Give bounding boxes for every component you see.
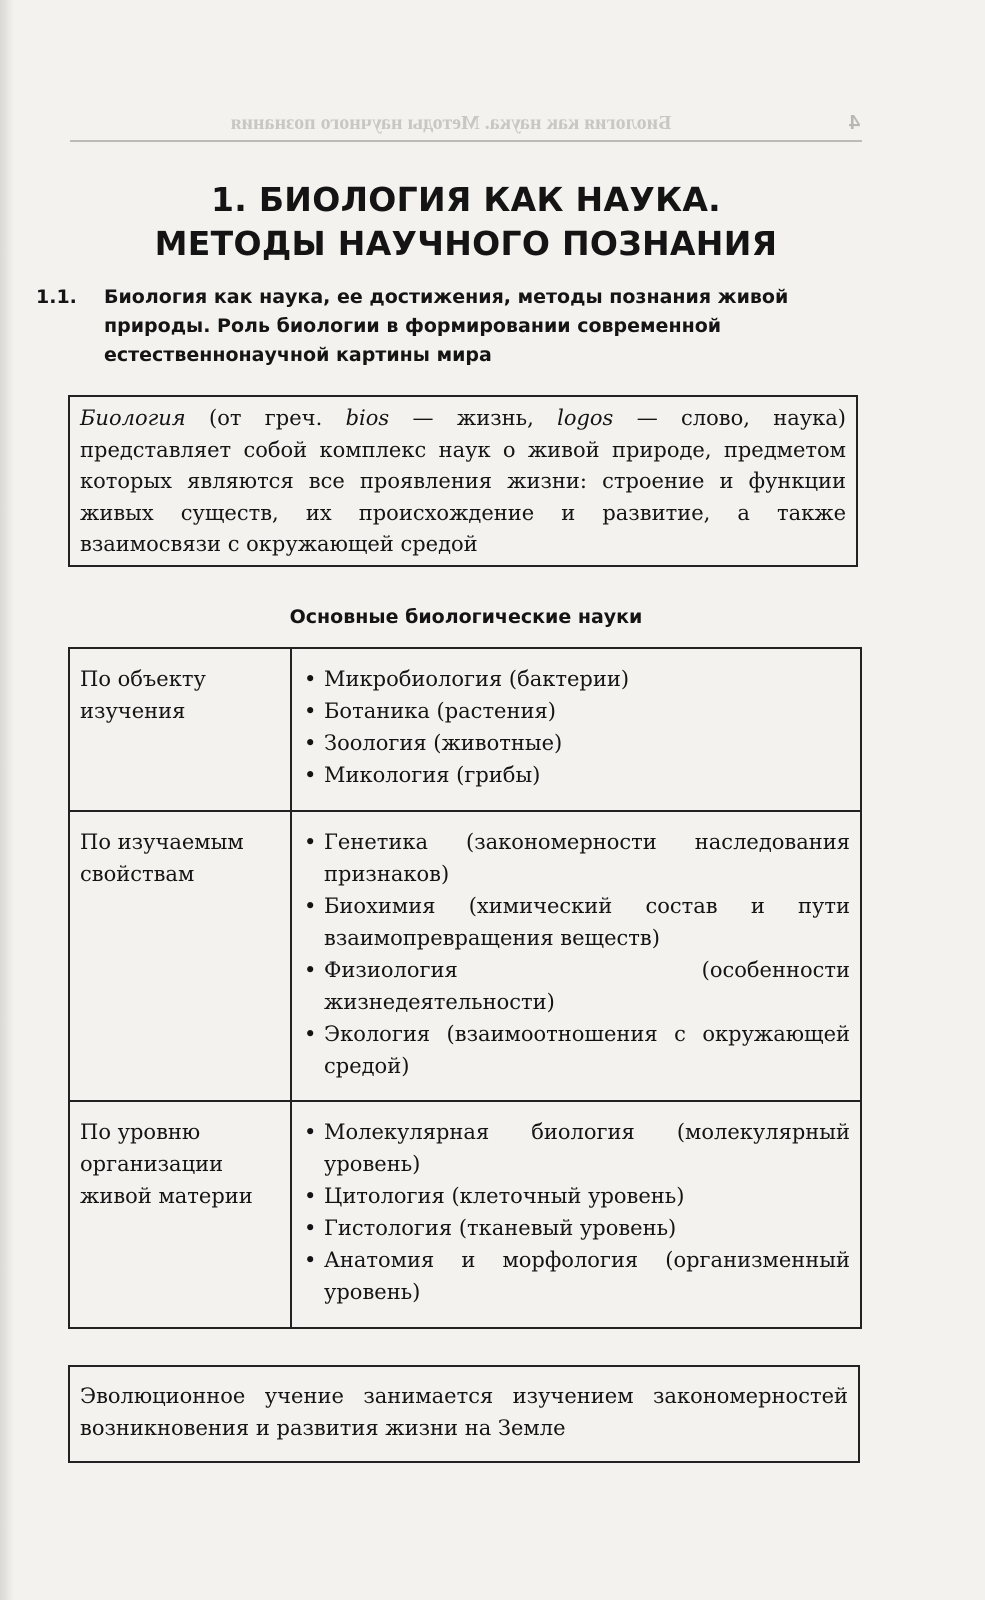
list-item: • Биохимия (химический состав и пути взаимопревращения веществ) — [302, 890, 850, 954]
page-number: 4 — [848, 112, 860, 134]
definition-box — [68, 395, 858, 567]
list-item: • Гистология (тканевый уровень) — [302, 1212, 850, 1244]
category-cell: По объекту изучения — [69, 648, 291, 811]
running-head-text: Биология как наука. Методы научного познания — [230, 112, 672, 134]
chapter-title-line2: МЕТОДЫ НАУЧНОГО ПОЗНАНИЯ — [154, 224, 778, 263]
running-head — [70, 112, 862, 142]
section-number: 1.1. — [36, 286, 77, 308]
evolution-note-box: Эволюционное учение занимается изучением закономерностей возникновения и развития жизни на Земле — [68, 1365, 860, 1463]
list-item: • Цитология (клеточный уровень) — [302, 1180, 850, 1212]
items-cell — [291, 648, 861, 811]
list-item: • Анатомия и морфология (организменный уровень) — [302, 1244, 850, 1308]
definition-logos: logos — [557, 406, 614, 430]
definition-text-b: — жизнь, — [389, 406, 558, 430]
page-edge-shadow — [0, 0, 14, 1600]
items-cell — [291, 811, 861, 1101]
category-cell: По изучаемым свойствам — [69, 811, 291, 1101]
definition-text-a: (от греч. — [185, 406, 346, 430]
table-caption: Основные биологические науки — [289, 606, 643, 628]
list-item: • Физиология (особенности жизнедеятельности) — [302, 954, 850, 1018]
list-item: • Ботаника (растения) — [302, 695, 850, 727]
table-row — [69, 1101, 861, 1328]
list-item: • Зоология (животные) — [302, 727, 850, 759]
table-row — [69, 648, 861, 811]
definition-bios: bios — [345, 406, 390, 430]
definition-text-c: — слово, наука) представляет собой комплекс наук о живой природе, предметом которых являются все проявления жизни: строение и функции живых существ, их происхождение и развитие, а также взаимосвязи с окружающей средой — [80, 406, 846, 556]
table-row — [69, 811, 861, 1101]
items-cell — [291, 1101, 861, 1328]
chapter-title-line1: 1. БИОЛОГИЯ КАК НАУКА. — [210, 180, 722, 219]
definition-term: Биология — [80, 406, 186, 430]
section-title-text: Биология как наука, ее достижения, методы познания живой природы. Роль биологии в формировании современной естественнонаучной картины мира — [104, 286, 789, 366]
list-item: • Молекулярная биология (молекулярный уровень) — [302, 1116, 850, 1180]
sciences-table — [68, 647, 862, 1329]
category-cell: По уровню организации живой материи — [69, 1101, 291, 1328]
section-heading — [36, 283, 850, 370]
chapter-title — [70, 178, 862, 266]
list-item: • Экология (взаимоотношения с окружающей средой) — [302, 1018, 850, 1082]
list-item: • Генетика (закономерности наследования признаков) — [302, 826, 850, 890]
list-item: • Микология (грибы) — [302, 759, 850, 791]
list-item: • Микробиология (бактерии) — [302, 663, 850, 695]
